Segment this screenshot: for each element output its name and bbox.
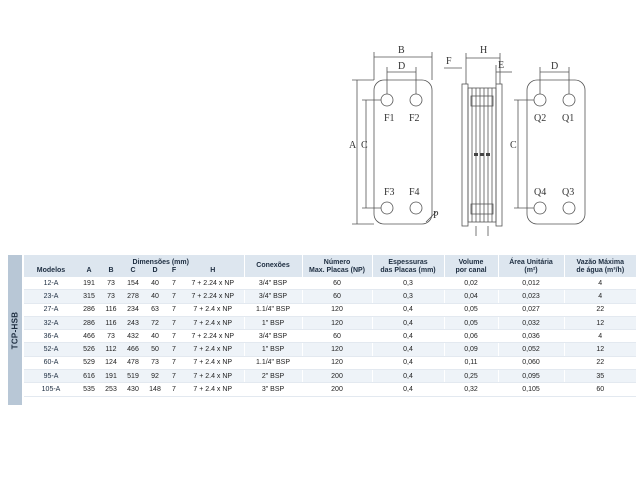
cell-b: 253 — [100, 383, 122, 396]
cell-a: 526 — [78, 343, 100, 356]
cell-np: 60 — [302, 330, 372, 343]
cell-vol: 0,05 — [444, 316, 498, 329]
cell-f: 7 — [166, 290, 182, 303]
cell-f: 7 — [166, 277, 182, 290]
cell-c: 278 — [122, 290, 144, 303]
rear-plate-outline — [527, 80, 585, 224]
dim-label-c: C — [361, 140, 368, 151]
cell-vol: 0,25 — [444, 370, 498, 383]
col-f: F — [166, 267, 182, 277]
cell-c: 519 — [122, 370, 144, 383]
cell-model: 27-A — [24, 303, 78, 316]
cell-esp: 0,3 — [372, 290, 444, 303]
port-label-q2: Q2 — [534, 113, 547, 124]
table-row — [24, 370, 636, 383]
cell-area: 0,060 — [498, 356, 564, 369]
cell-a: 466 — [78, 330, 100, 343]
cell-c: 478 — [122, 356, 144, 369]
cell-vazao: 12 — [564, 316, 636, 329]
cell-area: 0,032 — [498, 316, 564, 329]
cell-area: 0,095 — [498, 370, 564, 383]
dim-label-b: B — [398, 45, 405, 56]
cell-h: 7 + 2.4 x NP — [182, 343, 244, 356]
port-label-f3: F3 — [384, 187, 395, 198]
specs-table — [24, 255, 636, 397]
cell-esp: 0,4 — [372, 303, 444, 316]
col-d: D — [144, 267, 166, 277]
cell-np: 120 — [302, 316, 372, 329]
cell-model: 23-A — [24, 290, 78, 303]
table-row — [24, 277, 636, 290]
cell-h: 7 + 2.24 x NP — [182, 277, 244, 290]
table-row — [24, 383, 636, 396]
cell-model: 105-A — [24, 383, 78, 396]
cell-vazao: 22 — [564, 303, 636, 316]
cell-area: 0,027 — [498, 303, 564, 316]
port-label-q4: Q4 — [534, 187, 547, 198]
cell-np: 60 — [302, 290, 372, 303]
cell-area: 0,023 — [498, 290, 564, 303]
col-a: A — [78, 267, 100, 277]
col-por-canal: por canal — [444, 267, 498, 277]
cell-vazao: 12 — [564, 343, 636, 356]
port-label-f2: F2 — [409, 113, 420, 124]
cell-c: 154 — [122, 277, 144, 290]
cell-model: 95-A — [24, 370, 78, 383]
cell-model: 52-A — [24, 343, 78, 356]
port-label-q1: Q1 — [562, 113, 575, 124]
cell-esp: 0,3 — [372, 277, 444, 290]
cell-b: 73 — [100, 277, 122, 290]
cell-np: 200 — [302, 383, 372, 396]
cell-a: 286 — [78, 303, 100, 316]
cell-f: 7 — [166, 330, 182, 343]
cell-model: 60-A — [24, 356, 78, 369]
cell-np: 200 — [302, 370, 372, 383]
cell-b: 73 — [100, 330, 122, 343]
cell-d: 63 — [144, 303, 166, 316]
cell-area: 0,036 — [498, 330, 564, 343]
cell-a: 191 — [78, 277, 100, 290]
table-body — [24, 277, 636, 396]
cell-c: 234 — [122, 303, 144, 316]
table-row — [24, 343, 636, 356]
cell-h: 7 + 2.4 x NP — [182, 303, 244, 316]
cell-conn: 1" BSP — [244, 343, 302, 356]
cell-vol: 0,02 — [444, 277, 498, 290]
cell-conn: 2" BSP — [244, 370, 302, 383]
cell-h: 7 + 2.24 x NP — [182, 290, 244, 303]
cell-h: 7 + 2.4 x NP — [182, 316, 244, 329]
series-side-tab — [8, 255, 22, 405]
cell-a: 616 — [78, 370, 100, 383]
dim-label-f: F — [446, 56, 452, 67]
dim-label-h: H — [480, 45, 488, 56]
dim-label-a: A — [349, 140, 357, 151]
cell-h: 7 + 2.24 x NP — [182, 330, 244, 343]
cell-vazao: 4 — [564, 330, 636, 343]
col-c: C — [122, 267, 144, 277]
col-area-unit: (m²) — [498, 267, 564, 277]
cell-conn: 1.1/4" BSP — [244, 356, 302, 369]
cell-vol: 0,09 — [444, 343, 498, 356]
cell-model: 32-A — [24, 316, 78, 329]
col-b: B — [100, 267, 122, 277]
cell-d: 148 — [144, 383, 166, 396]
col-conexoes: Conexões — [244, 255, 302, 277]
col-espessuras: Espessuras — [372, 255, 444, 267]
dim-label-e: E — [498, 60, 505, 71]
cell-f: 7 — [166, 303, 182, 316]
cell-b: 191 — [100, 370, 122, 383]
cell-d: 72 — [144, 316, 166, 329]
cell-esp: 0,4 — [372, 343, 444, 356]
cell-conn: 1" BSP — [244, 316, 302, 329]
port-label-f1: F1 — [384, 113, 395, 124]
cell-vol: 0,32 — [444, 383, 498, 396]
port-label-q3: Q3 — [562, 187, 575, 198]
cell-b: 124 — [100, 356, 122, 369]
cell-vazao: 4 — [564, 277, 636, 290]
col-h: H — [182, 267, 244, 277]
cell-d: 40 — [144, 277, 166, 290]
cell-conn: 3/4" BSP — [244, 330, 302, 343]
table-row — [24, 330, 636, 343]
col-vazao: Vazão Máxima — [564, 255, 636, 267]
table-row — [24, 356, 636, 369]
cell-a: 315 — [78, 290, 100, 303]
cell-area: 0,052 — [498, 343, 564, 356]
cell-esp: 0,4 — [372, 316, 444, 329]
series-label: TCP-HSB — [10, 311, 20, 349]
cell-conn: 3" BSP — [244, 383, 302, 396]
cell-b: 112 — [100, 343, 122, 356]
cell-d: 40 — [144, 330, 166, 343]
cell-f: 7 — [166, 383, 182, 396]
table-row — [24, 303, 636, 316]
cell-vazao: 35 — [564, 370, 636, 383]
cell-area: 0,012 — [498, 277, 564, 290]
cell-conn: 3/4" BSP — [244, 290, 302, 303]
col-group-dimensoes: Dimensões (mm) — [78, 255, 244, 267]
dim-label-d: D — [398, 61, 406, 72]
cell-h: 7 + 2.4 x NP — [182, 356, 244, 369]
table-row — [24, 316, 636, 329]
cell-esp: 0,4 — [372, 383, 444, 396]
cell-f: 7 — [166, 343, 182, 356]
port-label-f4: F4 — [409, 187, 420, 198]
cell-a: 529 — [78, 356, 100, 369]
col-numero: Número — [302, 255, 372, 267]
cell-f: 7 — [166, 316, 182, 329]
col-modelos: Modelos — [24, 255, 78, 277]
cell-a: 286 — [78, 316, 100, 329]
cell-d: 50 — [144, 343, 166, 356]
cell-area: 0,105 — [498, 383, 564, 396]
col-vazao-unit: de água (m³/h) — [564, 267, 636, 277]
cell-a: 535 — [78, 383, 100, 396]
cell-esp: 0,4 — [372, 356, 444, 369]
col-das-placas: das Placas (mm) — [372, 267, 444, 277]
col-area: Área Unitária — [498, 255, 564, 267]
cell-np: 120 — [302, 356, 372, 369]
cell-vazao: 60 — [564, 383, 636, 396]
cell-model: 12-A — [24, 277, 78, 290]
cell-esp: 0,4 — [372, 370, 444, 383]
cell-d: 92 — [144, 370, 166, 383]
cell-vol: 0,11 — [444, 356, 498, 369]
cell-np: 120 — [302, 343, 372, 356]
cell-c: 243 — [122, 316, 144, 329]
dim-label-p: P — [433, 210, 439, 221]
cell-vol: 0,04 — [444, 290, 498, 303]
cell-f: 7 — [166, 356, 182, 369]
cell-conn: 1.1/4" BSP — [244, 303, 302, 316]
cell-model: 36-A — [24, 330, 78, 343]
cell-vazao: 22 — [564, 356, 636, 369]
cell-esp: 0,4 — [372, 330, 444, 343]
cell-vol: 0,06 — [444, 330, 498, 343]
cell-c: 466 — [122, 343, 144, 356]
cell-h: 7 + 2.4 x NP — [182, 383, 244, 396]
cell-f: 7 — [166, 370, 182, 383]
cell-d: 40 — [144, 290, 166, 303]
cell-conn: 3/4" BSP — [244, 277, 302, 290]
dim-label-d-rear: D — [551, 61, 559, 72]
col-max-placas: Max. Placas (NP) — [302, 267, 372, 277]
cell-b: 116 — [100, 303, 122, 316]
cell-b: 116 — [100, 316, 122, 329]
cell-np: 120 — [302, 303, 372, 316]
cell-vol: 0,05 — [444, 303, 498, 316]
cell-h: 7 + 2.4 x NP — [182, 370, 244, 383]
cell-c: 432 — [122, 330, 144, 343]
dim-label-c-rear: C — [510, 140, 517, 151]
cell-np: 60 — [302, 277, 372, 290]
specs-table-section — [8, 255, 636, 405]
col-volume: Volume — [444, 255, 498, 267]
cell-vazao: 4 — [564, 290, 636, 303]
cell-c: 430 — [122, 383, 144, 396]
cell-d: 73 — [144, 356, 166, 369]
front-plate-outline — [374, 80, 432, 224]
table-row — [24, 290, 636, 303]
cell-b: 73 — [100, 290, 122, 303]
